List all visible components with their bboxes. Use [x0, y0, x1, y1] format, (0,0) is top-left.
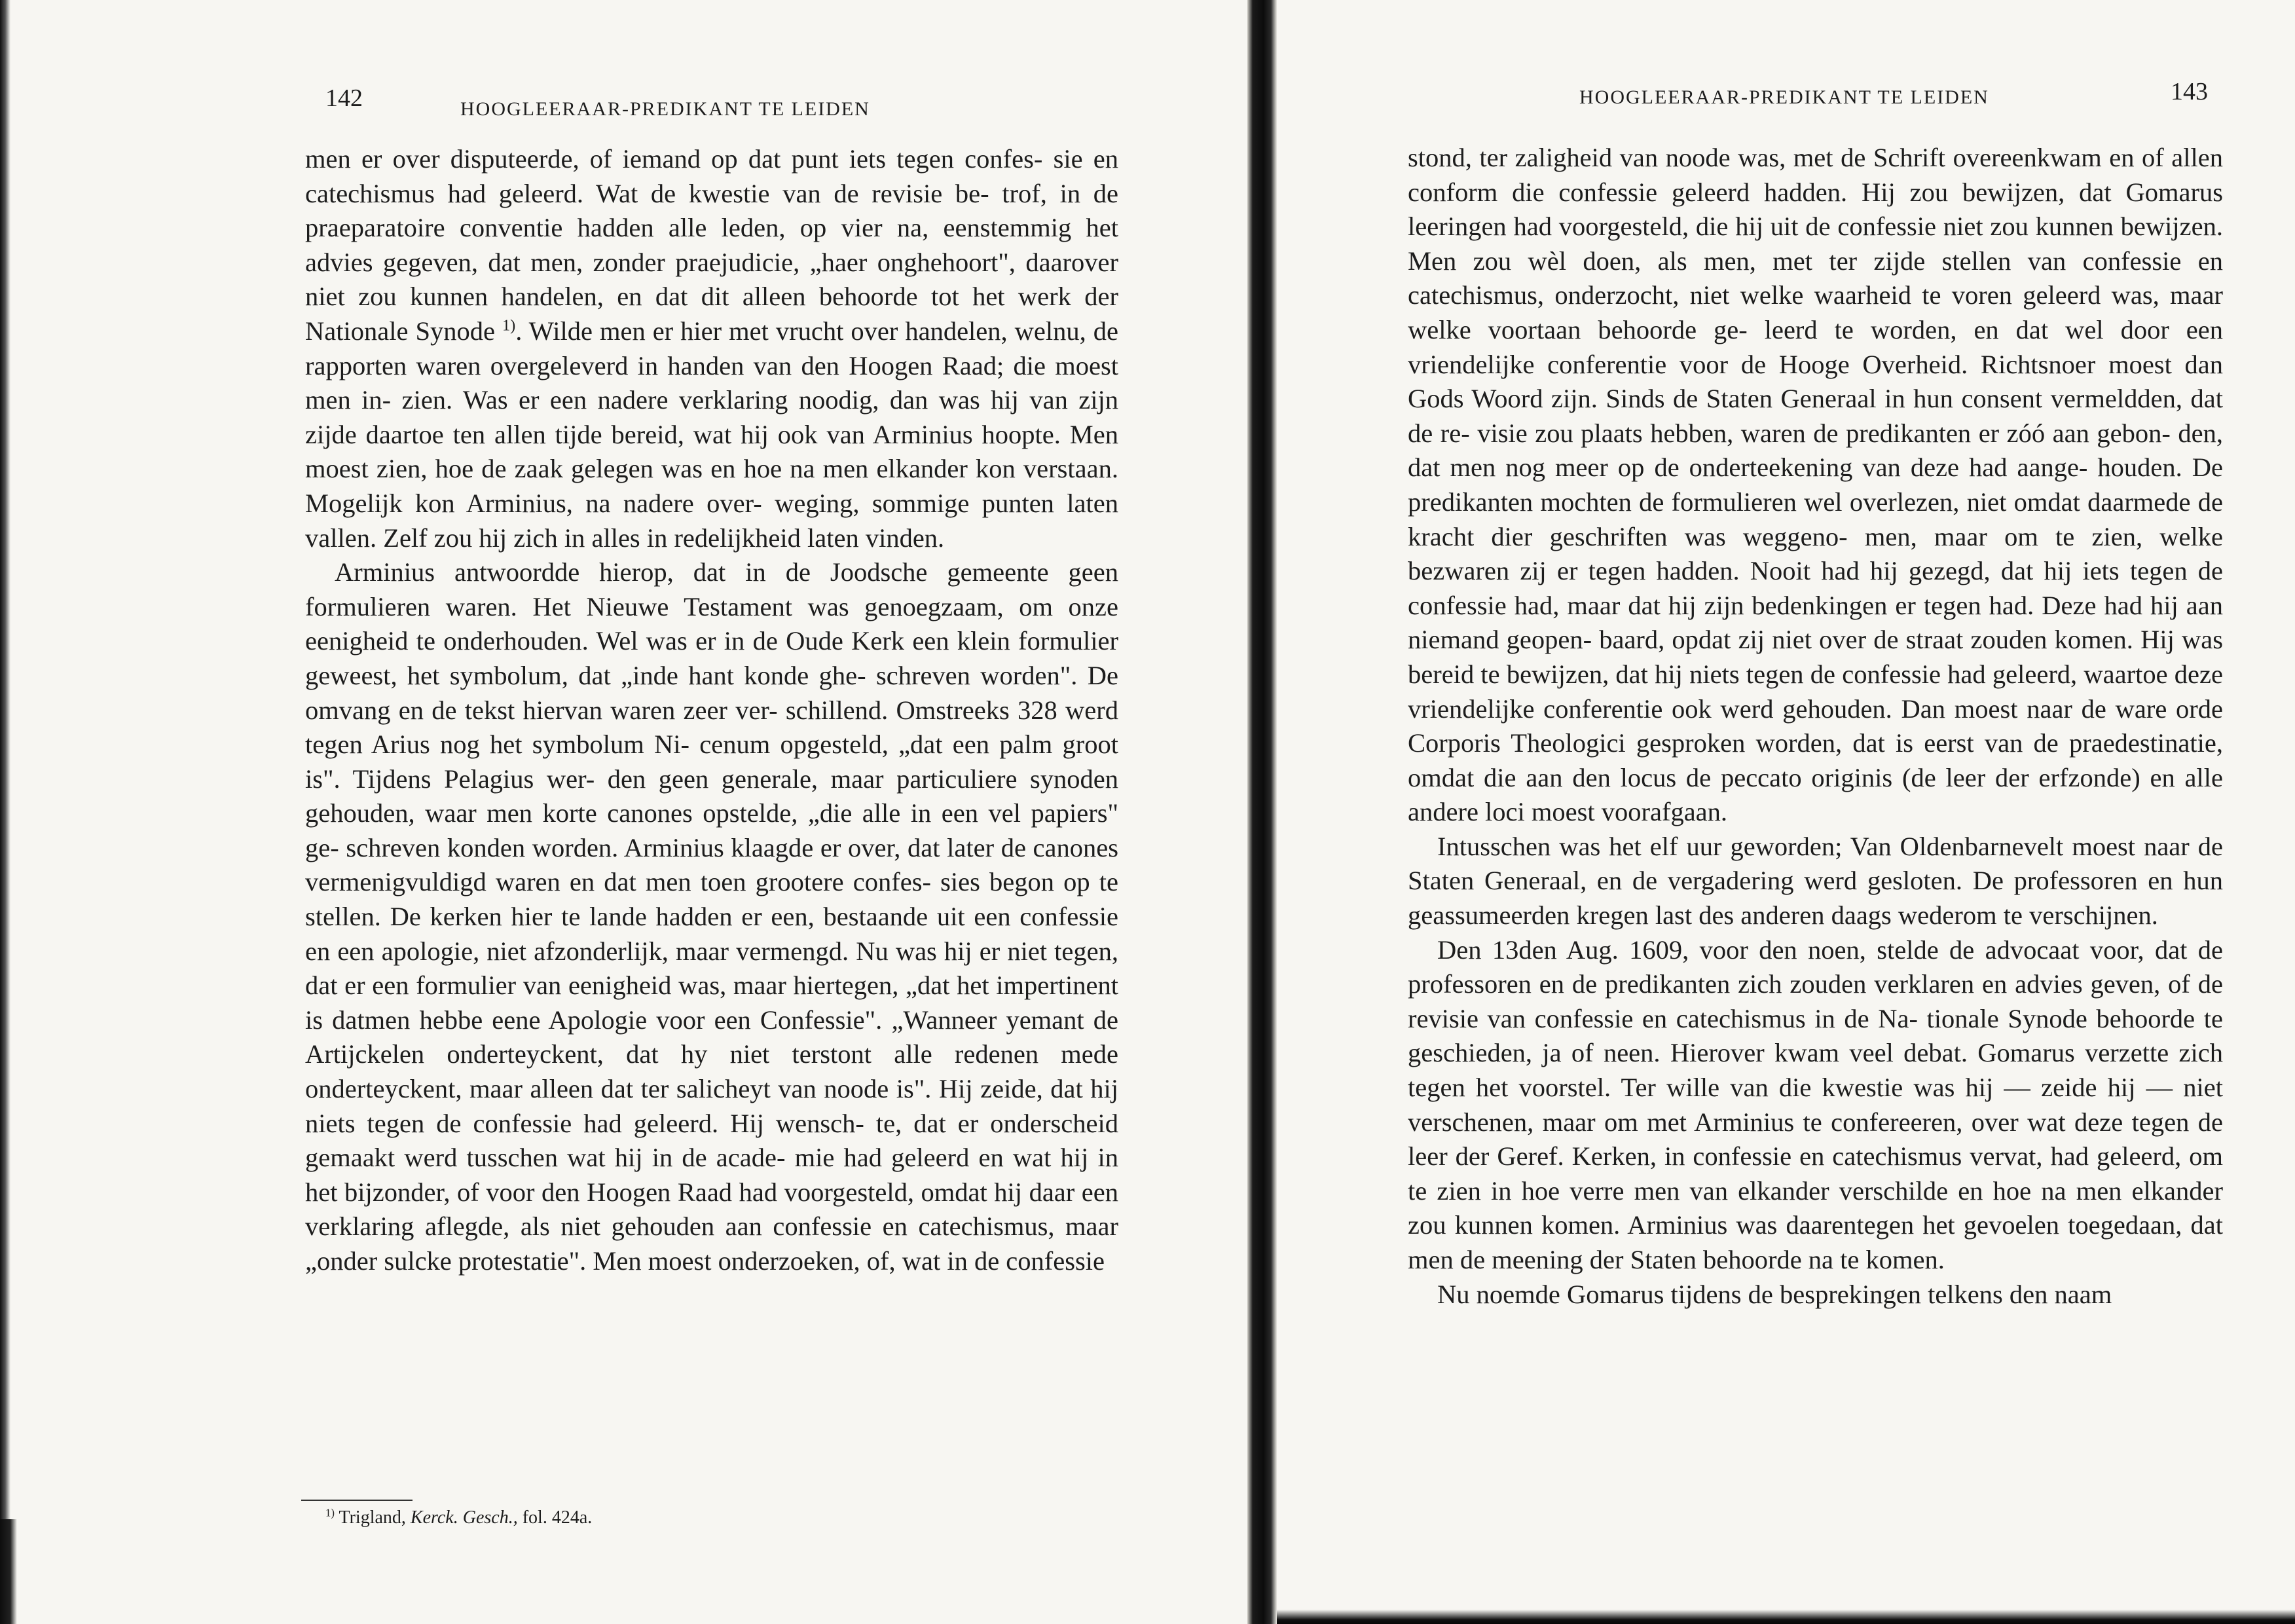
footnote: [325, 1506, 915, 1530]
paragraph: Nu noemde Gomarus tijdens de besprekingen telkens den naam: [1437, 1279, 2112, 1309]
right-page-text: [1408, 141, 2223, 1312]
left-page-text: [305, 142, 1118, 1279]
scan-edge-shadow: [0, 0, 10, 1624]
paragraph: Arminius antwoordde hierop, dat in de Joodsche gemeente geen formulieren waren. Het Nieuwe Testament was genoegzaam, om onze eenigheid te onderhouden. Wel was er in de Oude Kerk een klein formulier geweest, het symbolum, dat „inde hant konde ghe- schreven worden". De omvang en de tekst hiervan waren zeer ver- schillend. Omstreeks 328 werd tegen Arius nog het symbolum Ni- cenum opgesteld, „dat een palm groot is". Tijdens Pelagius wer- den geen generale, maar particuliere synoden gehouden, waar men korte canones opstelde, „die alle in een vel papiers" ge- schreven konden worden. Arminius klaagde er over, dat later de canones vermenigvuldigd waren en dat men toen grootere confes- sies begon op te stellen. De kerken hier te lande hadden er een, bestaande uit een confessie en een apologie, niet afzonderlijk, maar vermengd. Nu was hij er niet tegen, dat er een formulier van eenigheid was, maar hiertegen, „dat het impertinent is datmen hebbe eene Apologie voor een Confessie". „Wanneer yemant de Artijckelen onderteyckent, dat hy niet terstont alle redenen mede onderteyckent, maar alleen dat ter salicheyt van noode is". Hij zeide, dat hij niets tegen de confessie had geleerd. Hij wensch- te, dat er onderscheid gemaakt werd tusschen wat hij in de acade- mie had geleerd en wat hij in het bijzonder, of voor den Hoogen Raad had voorgesteld, omdat hij daar een verklaring aflegde, als niet gehouden aan confessie en catechismus, maar „onder sulcke protestatie". Men moest onderzoeken, of, wat in de confessie: [305, 557, 1118, 1276]
book-gutter: [1247, 0, 1277, 1624]
page-number: 142: [325, 84, 363, 112]
footnote-ref: fol. 424a.: [522, 1507, 593, 1528]
running-head: HOOGLEERAAR-PREDIKANT TE LEIDEN: [1579, 86, 1989, 108]
footnote-reference: 1): [502, 316, 516, 335]
page-number: 143: [2171, 78, 2208, 105]
paragraph-text: men er over disputeerde, of iemand op dat punt iets tegen confes- sie en catechismus had geleerd. Wat de kwestie van de revisie be- trof, in de praeparatoire conventie hadden alle leden, op vier na, eenstemmig het advies gegeven, dat men, zonder praejudicie, „haer onghehoort", daarover niet zou kunnen handelen, en dat dit alleen behoorde tot het werk der Nationale Synode: [305, 144, 1118, 346]
footnote-rule: [301, 1500, 413, 1501]
paragraph: Den 13den Aug. 1609, voor den noen, stelde de advocaat voor, dat de professoren en de predikanten zich zouden verklaren en advies geven, of de revisie van confessie en catechismus in de Na- tionale Synode behoorde te geschieden, ja of neen. Hierover kwam veel debat. Gomarus verzette zich tegen het voorstel. Ter wille van die kwestie was hij — zeide hij — niet verschenen, maar om met Arminius te confereeren, over wat deze tegen de leer der Geref. Kerken, in confessie en catechismus vervat, had geleerd, om te zien in hoe verre men van elkander verschilde en hoe na men elkander zou kunnen komen. Arminius was daarentegen het gevoelen toegedaan, dat men de meening der Staten behoorde na te komen.: [1408, 934, 2223, 1274]
footnote-marker: 1): [325, 1506, 335, 1519]
right-page: [1277, 0, 2295, 1624]
scan-bottom-shadow: [1277, 1610, 2295, 1624]
footnote-title: Kerck. Gesch.,: [410, 1507, 518, 1528]
paragraph: stond, ter zaligheid van noode was, met de Schrift overeenkwam en of allen conform die confessie geleerd hadden. Hij zou bewijzen, dat Gomarus leeringen had voorgesteld, die hij uit de confessie niet zou kunnen bewijzen. Men zou wèl doen, als men, met ter zijde stellen van confessie en catechismus, onderzocht, niet welke waarheid te voren geleerd was, maar welke voortaan behoorde ge- leerd te worden, en dat wel door een vriendelijke conferentie voor de Hooge Overheid. Richtsnoer moest dan Gods Woord zijn. Sinds de Staten Generaal in hun consent vermeldden, dat de re- visie zou plaats hebben, waren de predikanten er zóó aan gebon- den, dat men nog meer op de onderteekening van deze had aange- houden. De predikanten mochten de formulieren wel overlezen, niet omdat daarmede de kracht dier geschriften was weggeno- men, maar om te zien, welke bezwaren zij er tegen hadden. Nooit had hij gezegd, dat hij iets tegen de confessie had, maar dat hij zijn bedenkingen er tegen had. Deze had hij aan niemand geopen- baard, opdat zij niet over de straat zouden komen. Hij was bereid te bewijzen, dat hij niets tegen de confessie had geleerd, waartoe deze vriendelijke conferentie ook werd gehouden. Dan moest naar de ware orde Corporis Theologici gesproken worden, dat is eerst van de praedestinatie, omdat die aan den locus de peccato originis (de leer der erfzonde) en alle andere loci moest voorafgaan.: [1408, 143, 2223, 827]
running-head: HOOGLEERAAR-PREDIKANT TE LEIDEN: [460, 98, 870, 120]
paragraph: Intusschen was het elf uur geworden; Van Oldenbarnevelt moest naar de Staten Generaal, en de vergadering werd gesloten. De professoren en hun geassumeerden kregen last des anderen daags wederom te verschijnen.: [1408, 831, 2223, 931]
paragraph: [305, 142, 1118, 555]
footnote-author: Trigland,: [339, 1507, 406, 1528]
scan-edge-shadow: [0, 1519, 17, 1624]
paragraph-text: . Wilde men er hier met vrucht over handelen, welnu, de rapporten waren overgeleverd in handen van den Hoogen Raad; die moest men in- zien. Was er een nadere verklaring noodig, dan was hij van zijn zijde daartoe ten allen tijde bereid, wat hij ook van Arminius hoopte. Men moest zien, hoe de zaak gelegen was en hoe na men elkander kon verstaan. Mogelijk kon Arminius, na nadere over- weging, sommige punten laten vallen. Zelf zou hij zich in alles in redelijkheid laten vinden.: [305, 316, 1118, 553]
